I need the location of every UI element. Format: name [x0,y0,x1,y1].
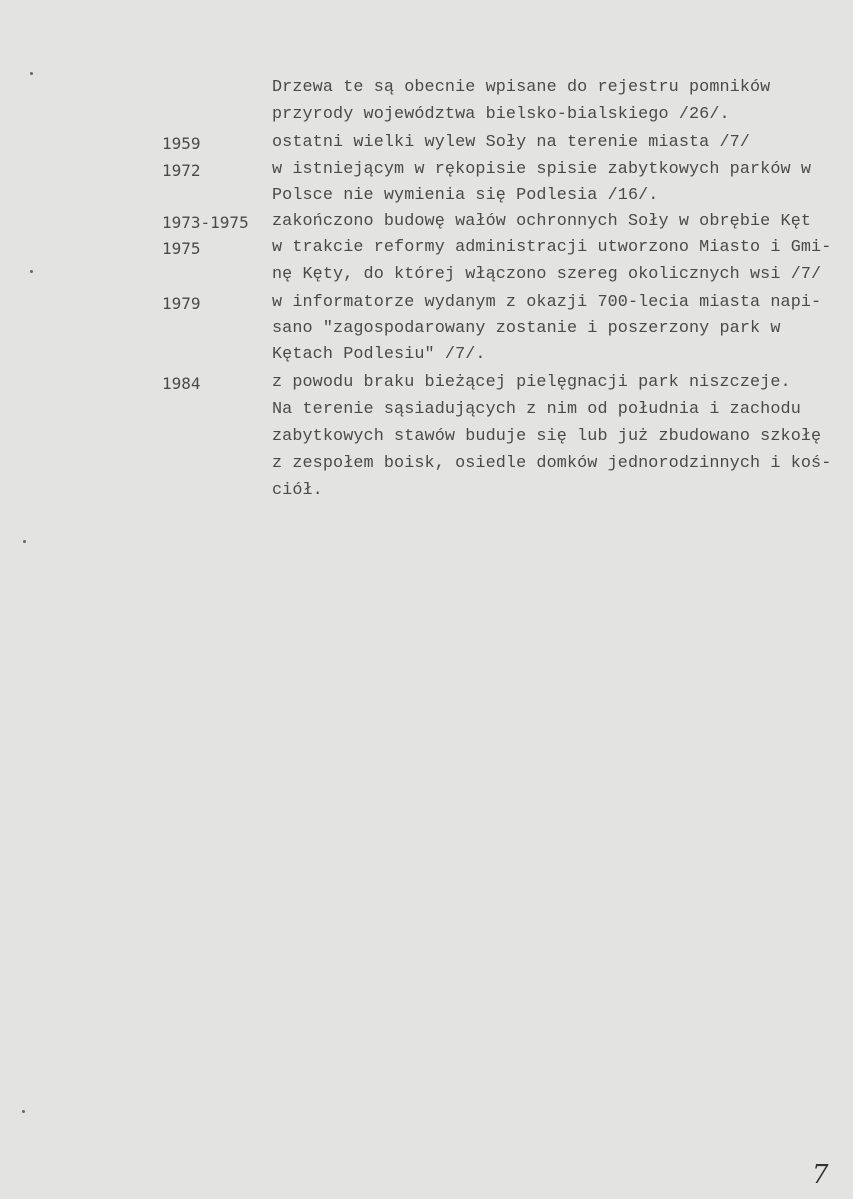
entry-date: 1973-1975 [162,213,249,232]
text-line: z powodu braku bieżącej pielęgnacji park niszczeje. [272,373,791,392]
punch-mark [22,1110,25,1113]
text-line: w trakcie reformy administracji utworzono Miasto i Gmi- [272,238,832,257]
text-line: Drzewa te są obecnie wpisane do rejestru pomników [272,78,771,97]
entry-date: 1972 [162,161,201,180]
text-line: Na terenie sąsiadujących z nim od południa i zachodu [272,400,801,419]
text-line: Polsce nie wymienia się Podlesia /16/. [272,186,659,205]
entry-date: 1959 [162,134,201,153]
text-line: zakończono budowę wałów ochronnych Soły w obrębie Kęt [272,212,812,231]
text-line: nę Kęty, do której włączono szereg okolicznych wsi /7/ [272,265,822,284]
entry-date: 1984 [162,374,201,393]
text-line: ciół. [272,481,323,500]
entry-date: 1975 [162,239,201,258]
text-line: Kętach Podlesiu" /7/. [272,345,486,364]
text-line: ostatni wielki wylew Soły na terenie miasta /7/ [272,133,751,152]
text-line: przyrody województwa bielsko-bialskiego /26/. [272,105,730,124]
punch-mark [30,270,33,273]
punch-mark [30,72,33,75]
entry-date: 1979 [162,294,201,313]
text-line: zabytkowych stawów buduje się lub już zbudowano szkołę [272,427,822,446]
text-line: z zespołem boisk, osiedle domków jednorodzinnych i koś- [272,454,832,473]
punch-mark [23,540,26,543]
page-number: 7 [812,1160,829,1190]
text-line: w informatorze wydanym z okazji 700-lecia miasta napi- [272,293,822,312]
text-line: sano "zagospodarowany zostanie i poszerzony park w [272,319,781,338]
text-line: w istniejącym w rękopisie spisie zabytkowych parków w [272,160,812,179]
